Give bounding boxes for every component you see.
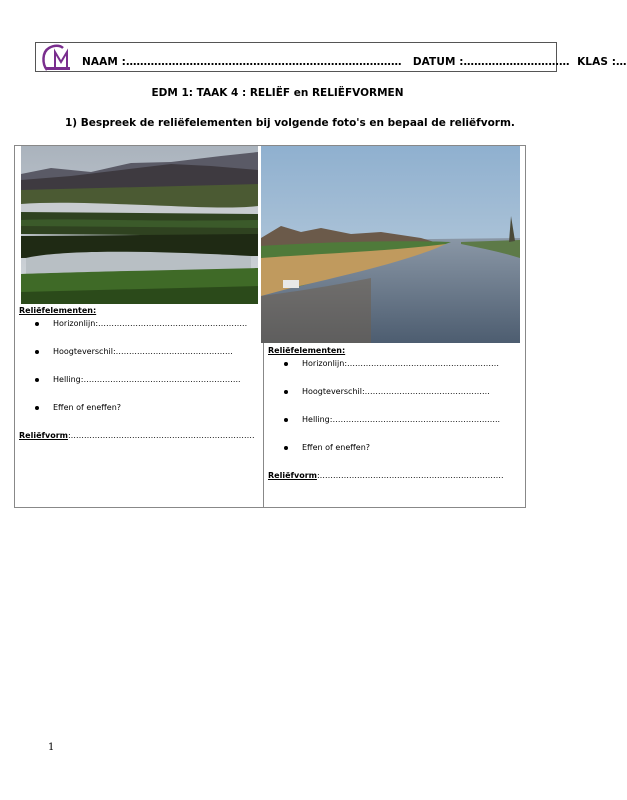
worksheet-title: EDM 1: TAAK 4 : RELIËF en RELIËFVORMEN	[151, 87, 404, 99]
bullet-icon	[284, 362, 288, 366]
right-heading: Reliëfelementen:	[268, 346, 346, 355]
right-element-list	[268, 359, 504, 452]
question-1: 1) Bespreek de reliëfelementen bij volgende foto's en bepaal de reliëfvorm.	[65, 117, 515, 129]
left-heading: Reliëfelementen:	[19, 306, 97, 315]
left-reliefvorm[interactable]: Reliëfvorm:……………………………………………………………	[19, 431, 255, 440]
left-item-horizonlijn[interactable]: Horizonlijn:………………………………………………..	[19, 319, 255, 328]
right-exercise	[268, 346, 504, 480]
bullet-icon	[284, 446, 288, 450]
klas-field[interactable]: KLAS :…	[577, 56, 627, 68]
left-item-effen[interactable]: Effen of eneffen?	[19, 403, 255, 412]
bullet-icon	[35, 406, 39, 410]
landscape-photo-hills	[21, 146, 258, 304]
page-number: 1	[48, 742, 55, 753]
right-item-helling[interactable]: Helling:………………………………………………….…..	[268, 415, 504, 424]
right-item-effen[interactable]: Effen of eneffen?	[268, 443, 504, 452]
left-item-hoogteverschil[interactable]: Hoogteverschil:……………………………………..	[19, 347, 255, 356]
right-item-horizonlijn[interactable]: Horizonlijn:…………………………………………………	[268, 359, 504, 368]
bullet-icon	[35, 322, 39, 326]
naam-field[interactable]: NAAM :……………………………………………………………………	[82, 56, 402, 68]
student-info-header	[35, 42, 627, 72]
bullet-icon	[35, 350, 39, 354]
bullet-icon	[35, 378, 39, 382]
right-item-hoogteverschil[interactable]: Hoogteverschil:………………………………………..	[268, 387, 504, 396]
right-reliefvorm[interactable]: Reliëfvorm:……………………………………………………………	[268, 471, 504, 480]
datum-field[interactable]: DATUM :…………………………	[412, 56, 570, 68]
left-exercise	[19, 306, 255, 440]
school-logo	[41, 44, 75, 72]
left-item-helling[interactable]: Helling:…………………………………………………..	[19, 375, 255, 384]
river-photo	[261, 146, 520, 343]
bullet-icon	[284, 418, 288, 422]
left-element-list	[19, 319, 255, 412]
bullet-icon	[284, 390, 288, 394]
